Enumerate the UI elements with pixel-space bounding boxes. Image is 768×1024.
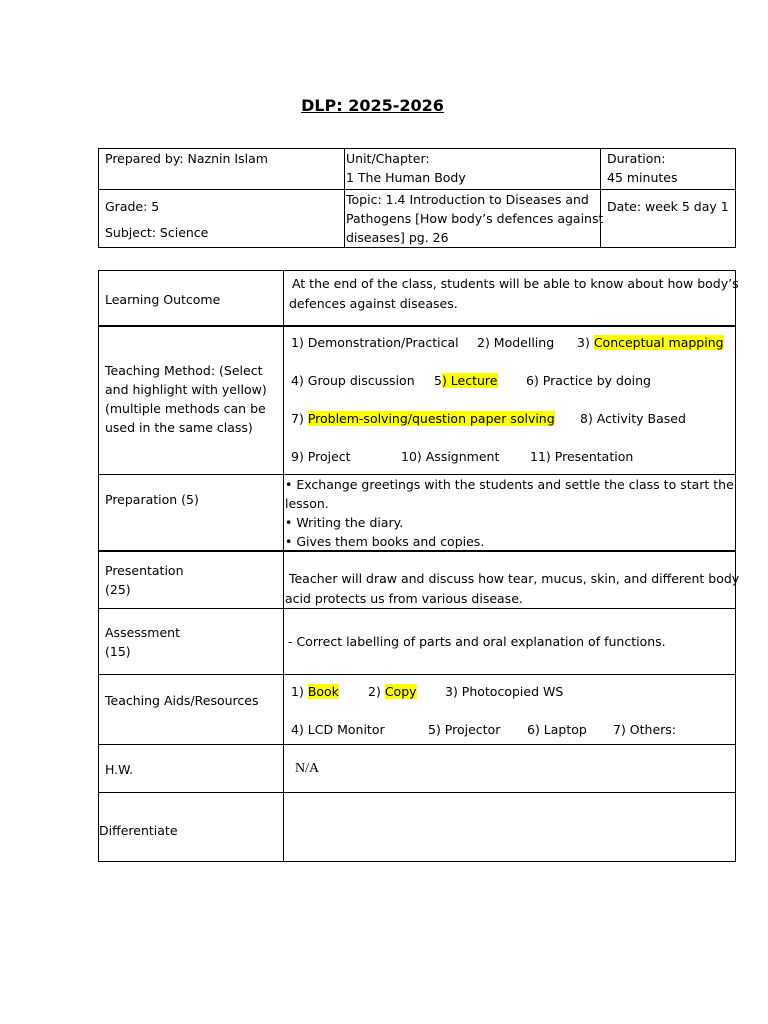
- method-11: 11) Presentation: [530, 449, 634, 464]
- method-3-highlighted: Conceptual mapping: [593, 335, 724, 350]
- table-border: [98, 270, 736, 271]
- table-border: [344, 148, 345, 248]
- presentation-line-2: acid protects us from various disease.: [285, 591, 523, 606]
- preparation-bullet-1-line-1: • Exchange greetings with the students and settle the class to start the: [285, 477, 734, 492]
- learning-outcome-line-1: At the end of the class, students will be able to know about how body’s: [288, 276, 739, 291]
- table-border: [98, 744, 736, 745]
- duration-label: Duration:: [607, 151, 666, 166]
- method-5-number: 5: [434, 373, 442, 388]
- teaching-method-label-line-3: (multiple methods can be: [105, 401, 266, 416]
- date: Date: week 5 day 1: [607, 199, 729, 214]
- aid-2-highlighted: Copy: [384, 684, 417, 699]
- table-border: [98, 608, 736, 609]
- preparation-bullet-2: • Writing the diary.: [285, 515, 404, 530]
- teaching-method-label-line-2: and highlight with yellow): [105, 382, 267, 397]
- method-4: 4) Group discussion: [291, 373, 415, 388]
- preparation-bullet-1-line-2: lesson.: [285, 496, 329, 511]
- table-border: [98, 148, 99, 248]
- method-3: [577, 333, 724, 352]
- aid-7: 7) Others:: [613, 722, 677, 737]
- presentation-label-line-2: (25): [105, 582, 131, 597]
- presentation-label-line-1: Presentation: [105, 563, 184, 578]
- presentation-line-1: Teacher will draw and discuss how tear, mucus, skin, and different body: [285, 571, 740, 586]
- table-border: [735, 270, 736, 862]
- aid-4: 4) LCD Monitor: [291, 722, 385, 737]
- method-1: 1) Demonstration/Practical: [291, 335, 459, 350]
- preparation-label: Preparation (5): [105, 492, 199, 507]
- topic-line-2: Pathogens [How body’s defences against: [346, 211, 604, 226]
- table-border: [600, 148, 601, 248]
- assessment-label-line-1: Assessment: [105, 625, 180, 640]
- differentiate-label: Differentiate: [99, 823, 178, 838]
- aid-5: 5) Projector: [428, 722, 501, 737]
- grade: Grade: 5: [105, 199, 160, 214]
- preparation-bullet-3: • Gives them books and copies.: [285, 534, 485, 549]
- aid-1: [291, 682, 339, 701]
- homework-value: N/A: [295, 761, 320, 776]
- assessment-label-line-2: (15): [105, 644, 131, 659]
- method-10: 10) Assignment: [401, 449, 500, 464]
- method-7-number: 7): [291, 411, 308, 426]
- table-border: [735, 148, 736, 248]
- teaching-method-label-line-4: used in the same class): [105, 420, 253, 435]
- method-8: 8) Activity Based: [580, 411, 686, 426]
- method-7: [291, 409, 555, 428]
- table-border: [98, 325, 736, 327]
- topic-line-3: diseases] pg. 26: [346, 230, 449, 245]
- aid-1-number: 1): [291, 684, 308, 699]
- method-2: 2) Modelling: [477, 335, 555, 350]
- method-3-number: 3): [577, 335, 594, 350]
- topic-line-1: Topic: 1.4 Introduction to Diseases and: [346, 192, 589, 207]
- table-border: [98, 270, 99, 862]
- method-5: [434, 371, 498, 390]
- method-7-highlighted: Problem-solving/question paper solving: [307, 411, 555, 426]
- aid-1-highlighted: Book: [307, 684, 339, 699]
- teaching-method-label-line-1: Teaching Method: (Select: [105, 363, 263, 378]
- learning-outcome-line-2: defences against diseases.: [289, 296, 458, 311]
- table-border: [98, 247, 736, 248]
- unit-label: Unit/Chapter:: [346, 151, 430, 166]
- aid-6: 6) Laptop: [527, 722, 587, 737]
- aid-2: [368, 682, 417, 701]
- method-9: 9) Project: [291, 449, 351, 464]
- table-border: [98, 861, 736, 862]
- learning-outcome-label: Learning Outcome: [105, 292, 221, 307]
- table-border: [98, 674, 736, 675]
- table-border: [98, 792, 736, 793]
- prepared-by: Prepared by: Naznin Islam: [105, 151, 268, 166]
- teaching-aids-label: Teaching Aids/Resources: [105, 693, 259, 708]
- duration-value: 45 minutes: [607, 170, 678, 185]
- method-6: 6) Practice by doing: [526, 373, 651, 388]
- aid-3: 3) Photocopied WS: [445, 684, 564, 699]
- document-title: DLP: 2025-2026: [301, 96, 444, 115]
- subject: Subject: Science: [105, 225, 209, 240]
- method-5-highlighted: ) Lecture: [441, 373, 498, 388]
- homework-label: H.W.: [105, 762, 134, 777]
- unit-value: 1 The Human Body: [346, 170, 466, 185]
- aid-2-number: 2): [368, 684, 385, 699]
- assessment-text: - Correct labelling of parts and oral explanation of functions.: [288, 634, 666, 649]
- table-border: [283, 270, 284, 862]
